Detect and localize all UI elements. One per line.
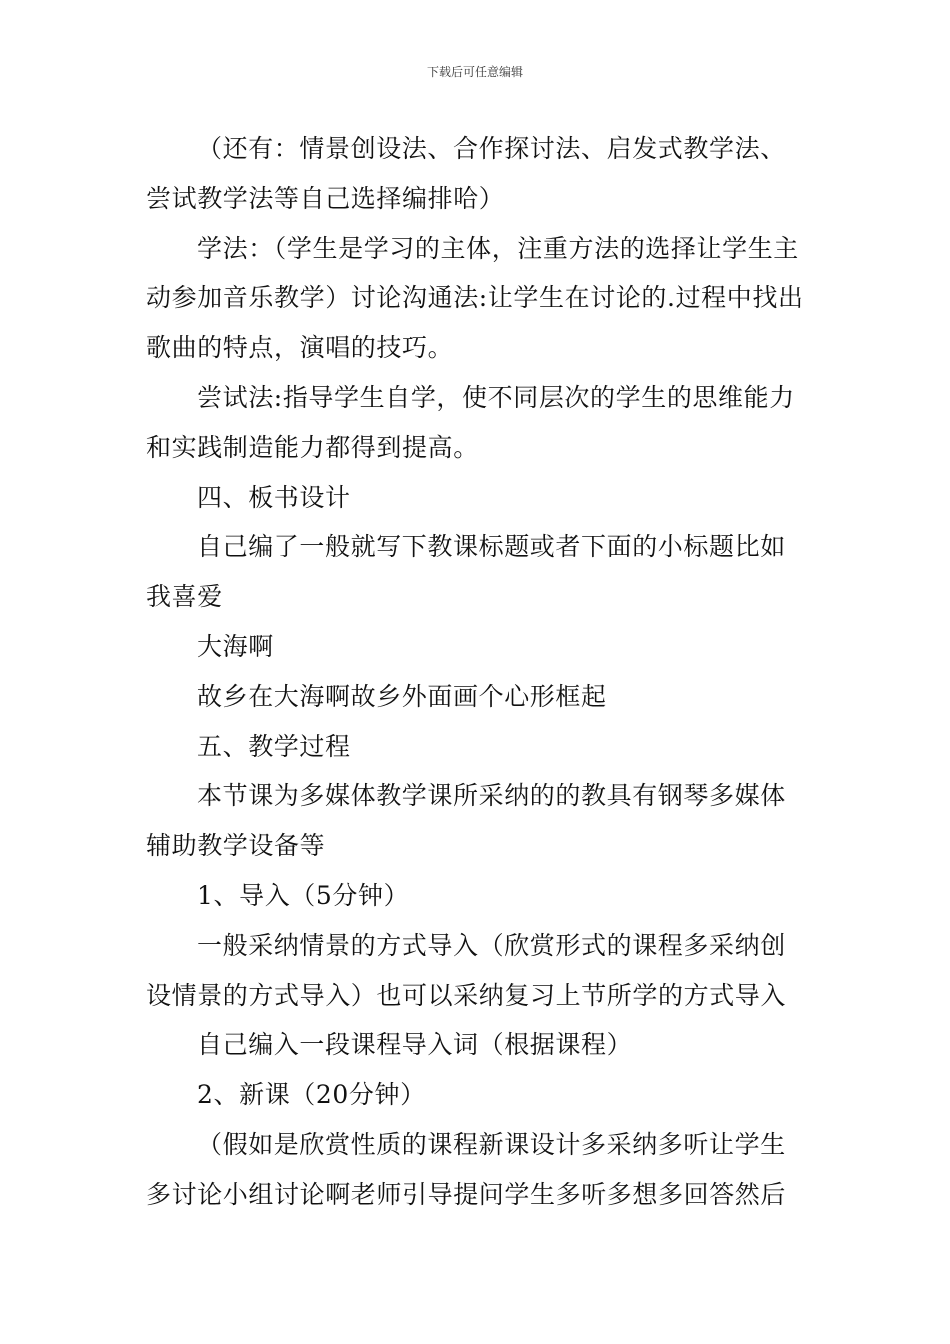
paragraph-learning-methods: 学法：（学生是学习的主体，注重方法的选择让学生主动参加音乐教学）讨论沟通法:让学生在讨论的.过程中找出歌曲的特点，演唱的技巧。 [146, 233, 804, 363]
paragraph-introduction-method: 一般采纳情景的方式导入（欣赏形式的课程多采纳创设情景的方式导入）也可以采纳复习上节所学的方式导入 [146, 930, 787, 1010]
paragraph-heart-frame: 故乡在大海啊故乡外面画个心形框起 [197, 681, 607, 711]
paragraph-sea: 大海啊 [197, 631, 274, 661]
paragraph-trial-method: 尝试法:指导学生自学，使不同层次的学生的思维能力和实践制造能力都得到提高。 [146, 382, 795, 462]
section-heading-board-design: 四、板书设计 [197, 482, 351, 512]
paragraph-board-title: 自己编了一般就写下教课标题或者下面的小标题比如我喜爱 [146, 532, 786, 612]
paragraph-teaching-aids: 本节课为多媒体教学课所采纳的的教具有钢琴多媒体辅助教学设备等 [146, 781, 786, 861]
subheading-introduction: 1、导入（5分钟） [197, 880, 410, 910]
paragraph-other-methods: （还有：情景创设法、合作探讨法、启发式教学法、尝试教学法等自己选择编排哈） [146, 134, 786, 213]
page-header-note: 下载后可任意编辑 [426, 65, 523, 79]
document-body [146, 124, 808, 1220]
paragraph-introduction-words: 自己编入一段课程导入词（根据课程） [197, 1030, 633, 1060]
subheading-new-lesson: 2、新课（20分钟） [197, 1080, 426, 1110]
paragraph-new-lesson-design: （假如是欣赏性质的课程新课设计多采纳多听让学生多讨论小组讨论啊老师引导提问学生多听多想多回答然后 [146, 1129, 787, 1209]
section-heading-teaching-process: 五、教学过程 [197, 731, 351, 761]
